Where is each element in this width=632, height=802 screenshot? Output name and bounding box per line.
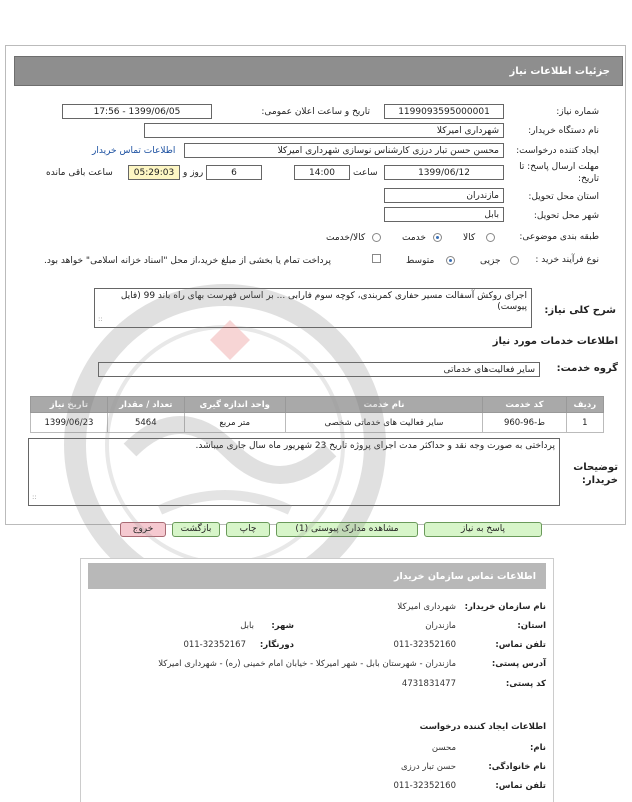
attachments-button[interactable]: مشاهده مدارک پیوستی (1): [276, 522, 418, 537]
cell-need-date: 1399/06/23: [31, 413, 108, 433]
creator-label: ایجاد کننده درخواست:: [516, 146, 599, 156]
city-field: بابل: [384, 207, 504, 222]
back-button[interactable]: بازگشت: [172, 522, 220, 537]
remaining-label: ساعت باقی مانده: [46, 168, 113, 178]
reply-button[interactable]: پاسخ به نیاز: [424, 522, 542, 537]
radio-medium-label: متوسط: [406, 256, 435, 266]
cc-family-value: حسن تبار درزی: [401, 762, 456, 772]
cc-creator-phone-label: تلفن تماس:: [495, 781, 546, 791]
cc-postal-value: 4731831477: [401, 679, 456, 689]
need-number-field: 1199093595000001: [384, 104, 504, 119]
col-quantity: تعداد / مقدار: [107, 397, 184, 413]
service-group-field: سایر فعالیت‌های خدماتی: [98, 362, 540, 377]
col-service-code: کد خدمت: [483, 397, 566, 413]
cell-quantity: 5464: [107, 413, 184, 433]
days-field: 6: [206, 165, 262, 180]
cc-province-value: مازندران: [425, 621, 456, 631]
announce-field: 1399/06/05 - 17:56: [62, 104, 212, 119]
services-title: اطلاعات خدمات مورد نیاز: [492, 336, 618, 347]
table-row: [31, 413, 604, 433]
deadline-time-field: 14:00: [294, 165, 350, 180]
cc-address-value: مازندران - شهرستان بابل - شهر امیرکلا - خیابان امام خمینی (ره) - شهرداری امیرکلا: [158, 659, 456, 669]
cc-postal-label: کد پستی:: [505, 679, 546, 689]
service-group-label: گروه خدمت:: [556, 363, 618, 374]
summary-textarea: [94, 288, 532, 328]
radio-goods-service-label: کالا/خدمت: [326, 233, 366, 243]
cell-service-name: سایر فعالیت های خدماتی شخصی: [285, 413, 483, 433]
print-button[interactable]: چاپ: [226, 522, 270, 537]
cc-phone-label: تلفن تماس:: [495, 640, 546, 650]
buyer-org-label: نام دستگاه خریدار:: [528, 126, 599, 136]
summary-text: اجرای روکش آسفالت مسیر حفاری کمربندی، کوچه سوم فارابی ... بر اساس فهرست بهای راه باند 99 (فایل پیوست): [120, 291, 527, 312]
days-label: روز و: [183, 168, 204, 178]
cc-name-label: نام:: [529, 743, 546, 753]
col-service-name: نام خدمت: [285, 397, 483, 413]
cc-address-label: آدرس پستی:: [491, 659, 546, 669]
buyer-notes-text: پرداختی به صورت وجه نقد و حداکثر مدت اجرای پروژه تاریخ 23 شهریور ماه سال جاری میباشد.: [195, 441, 555, 451]
province-field: مازندران: [384, 188, 504, 203]
cc-org-value: شهرداری امیرکلا: [397, 602, 456, 612]
resize-grip-icon[interactable]: ::: [98, 315, 103, 323]
treasury-checkbox[interactable]: [372, 254, 381, 263]
radio-service[interactable]: [433, 233, 442, 242]
cc-creator-section: اطلاعات ایجاد کننده درخواست: [419, 722, 546, 732]
deadline-label: مهلت ارسال پاسخ: تا تاریخ:: [519, 162, 599, 184]
payment-note: پرداخت تمام یا بخشی از مبلغ خرید،از محل "اسناد خزانه اسلامی" خواهد بود.: [44, 256, 332, 266]
panel-title: جزئیات اطلاعات نیاز: [509, 66, 610, 77]
cell-row: 1: [566, 413, 603, 433]
contact-card: [80, 558, 554, 802]
time-label: ساعت: [353, 168, 378, 178]
need-number-label: شماره نیاز:: [556, 107, 599, 117]
cc-name-value: محسن: [431, 743, 456, 753]
cc-fax-value: 011-32352167: [183, 640, 246, 650]
contact-info-link[interactable]: اطلاعات تماس خریدار: [92, 146, 176, 156]
province-label: استان محل تحویل:: [528, 192, 599, 202]
col-row: ردیف: [566, 397, 603, 413]
cc-province-label: استان:: [517, 621, 546, 631]
services-table: [30, 396, 604, 433]
contact-card-title: اطلاعات تماس سازمان خریدار: [393, 571, 536, 582]
radio-minor-label: جزیی: [480, 256, 501, 266]
radio-minor[interactable]: [510, 256, 519, 265]
category-label: طبقه بندی موضوعی:: [519, 232, 599, 242]
creator-field: محسن حسن تبار درزی کارشناس نوسازی شهرداری امیرکلا: [184, 143, 504, 158]
radio-goods-service[interactable]: [372, 233, 381, 242]
buyer-notes-textarea: [28, 438, 560, 506]
radio-service-label: خدمت: [402, 233, 426, 243]
cc-phone-value: 011-32352160: [393, 640, 456, 650]
radio-goods[interactable]: [486, 233, 495, 242]
buyer-org-field: شهرداری امیرکلا: [144, 123, 504, 138]
cc-creator-phone-value: 011-32352160: [393, 781, 456, 791]
buyer-notes-label: توضیحات خریدار:: [573, 462, 618, 486]
contact-card-header: [88, 563, 546, 589]
resize-grip-icon[interactable]: ::: [32, 493, 37, 501]
process-label: نوع فرآیند خرید :: [535, 255, 599, 265]
panel-header: [14, 56, 623, 86]
cc-org-label: نام سازمان خریدار:: [464, 602, 546, 612]
col-need-date: تاریخ نیاز: [31, 397, 108, 413]
cell-service-code: ط-96-960: [483, 413, 566, 433]
remaining-time-field: 05:29:03: [128, 165, 180, 180]
col-unit: واحد اندازه گیری: [184, 397, 285, 413]
announce-label: تاریخ و ساعت اعلان عمومی:: [261, 107, 370, 117]
city-label: شهر محل تحویل:: [533, 211, 599, 221]
exit-button[interactable]: خروج: [120, 522, 166, 537]
cell-unit: متر مربع: [184, 413, 285, 433]
deadline-date-field: 1399/06/12: [384, 165, 504, 180]
cc-city-value: بابل: [240, 621, 254, 631]
summary-label: شرح کلی نیاز:: [544, 305, 616, 316]
radio-medium[interactable]: [446, 256, 455, 265]
table-header-row: [31, 397, 604, 413]
cc-city-label: شهر:: [271, 621, 294, 631]
cc-fax-label: دورنگار:: [259, 640, 294, 650]
cc-family-label: نام خانوادگی:: [488, 762, 546, 772]
radio-goods-label: کالا: [463, 233, 476, 243]
